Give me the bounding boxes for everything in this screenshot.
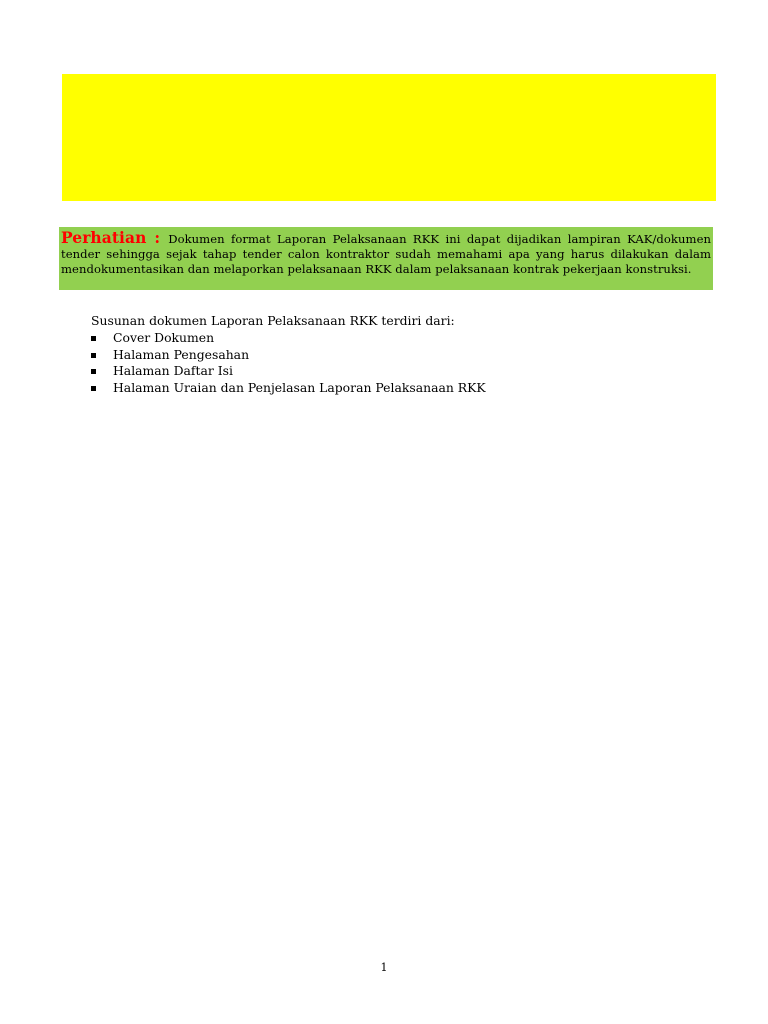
square-bullet-icon <box>91 353 96 358</box>
notice-text: Dokumen format Laporan Pelaksanaan RKK ini dapat dijadikan lampiran KAK/dokumen tender sehingga sejak tahap tender calon kontraktor sudah memahami apa yang harus dilakukan dalam mendokumentasikan dan melaporkan pelaksanaan RKK dalam pelaksanaan kontrak pekerjaan konstruksi. <box>61 232 711 276</box>
notice-label: Perhatian : <box>61 228 161 247</box>
list-item-text: Halaman Uraian dan Penjelasan Laporan Pelaksanaan RKK <box>113 379 486 395</box>
header-placeholder-box <box>62 74 716 201</box>
contents-list <box>91 330 486 396</box>
notice-box <box>59 227 713 290</box>
square-bullet-icon <box>91 386 96 391</box>
list-item-text: Halaman Daftar Isi <box>113 363 233 378</box>
list-item <box>91 363 486 380</box>
square-bullet-icon <box>91 336 96 341</box>
square-bullet-icon <box>91 369 96 374</box>
list-item <box>91 380 486 397</box>
page-number: 1 <box>380 961 388 974</box>
list-item <box>91 347 486 364</box>
list-item-text: Cover Dokumen <box>113 330 215 345</box>
list-item-text: Halaman Pengesahan <box>113 346 250 362</box>
list-item <box>91 330 486 347</box>
contents-intro: Susunan dokumen Laporan Pelaksanaan RKK terdiri dari: <box>91 313 455 328</box>
